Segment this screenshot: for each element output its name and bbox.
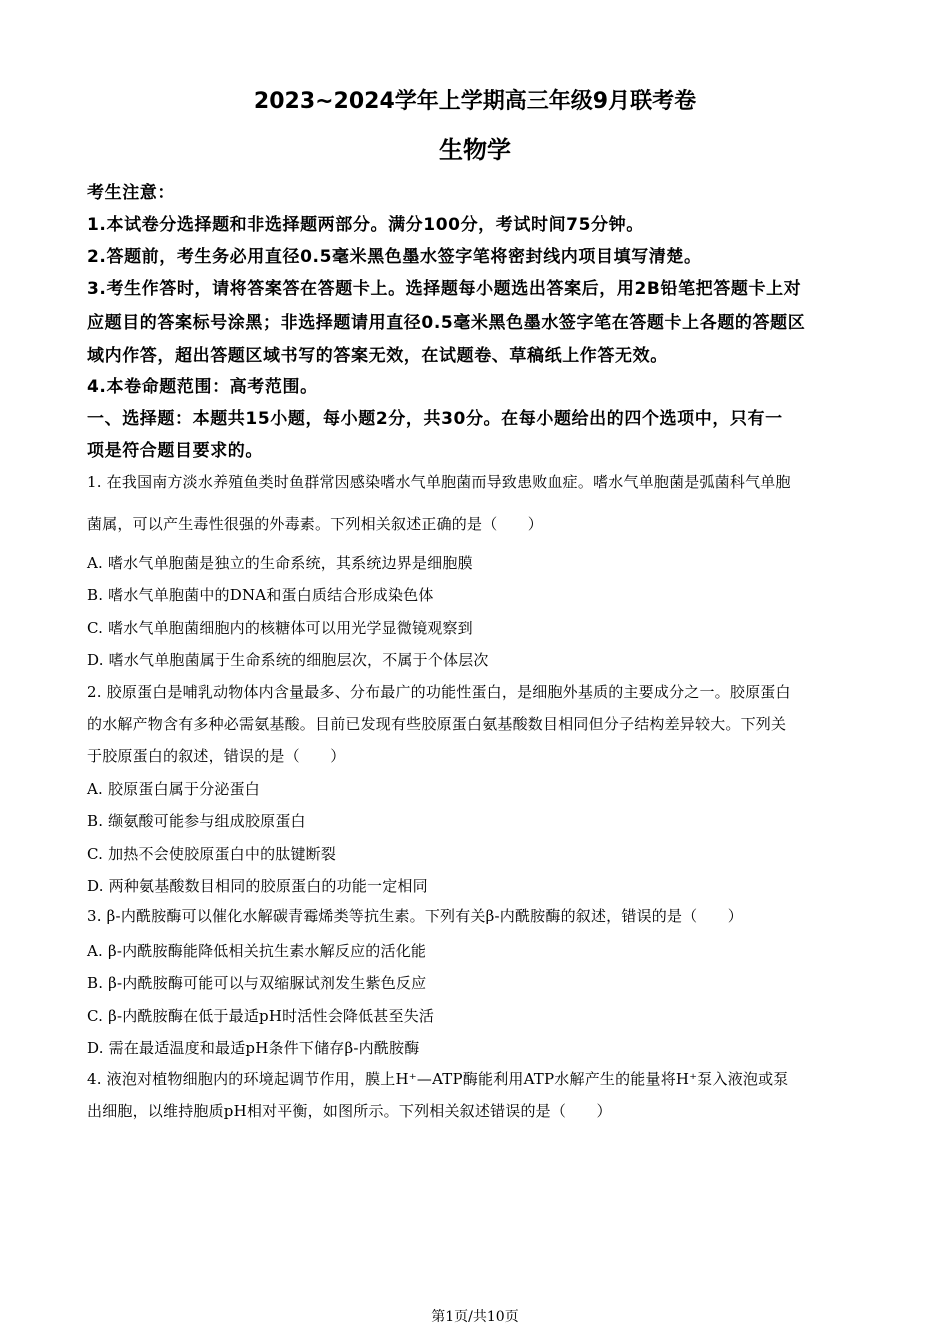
question-4-stem: 4. 液泡对植物细胞内的环境起调节作用，膜上H⁺—ATP酶能利用ATP水解产生的能量将H⁺泵入液泡或泵 (87, 1070, 789, 1088)
notice-item: 3.考生作答时，请将答案答在答题卡上。选择题每小题选出答案后，用2B铅笔把答题卡上对 (87, 279, 802, 299)
notice-heading: 考生注意： (87, 183, 175, 203)
section-heading: 项是符合题目要求的。 (87, 441, 263, 461)
question-2-stem: 于胶原蛋白的叙述，错误的是（ ） (87, 747, 346, 765)
exam-title: 2023~2024学年上学期高三年级9月联考卷 (253, 89, 697, 114)
subject-title: 生物学 (439, 136, 511, 164)
question-1-option-b: B. 嗜水气单胞菌中的DNA和蛋白质结合形成染色体 (87, 586, 434, 604)
notice-item: 2.答题前，考生务必用直径0.5毫米黑色墨水签字笔将密封线内项目填写清楚。 (87, 247, 702, 267)
question-2-stem: 的水解产物含有多种必需氨基酸。目前已发现有些胶原蛋白氨基酸数目相同但分子结构差异较大。下列关 (87, 715, 787, 733)
notice-item: 1.本试卷分选择题和非选择题两部分。满分100分，考试时间75分钟。 (87, 215, 644, 235)
notice-item: 应题目的答案标号涂黑；非选择题请用直径0.5毫米黑色墨水签字笔在答题卡上各题的答题区 (87, 313, 806, 333)
question-2-option-b: B. 缬氨酸可能参与组成胶原蛋白 (87, 812, 306, 830)
question-1-stem: 1. 在我国南方淡水养殖鱼类时鱼群常因感染嗜水气单胞菌而导致患败血症。嗜水气单胞菌是弧菌科气单胞 (87, 473, 791, 491)
section-heading: 一、选择题：本题共15小题，每小题2分，共30分。在每小题给出的四个选项中，只有一 (87, 409, 783, 429)
question-3-option-a: A. β-内酰胺酶能降低相关抗生素水解反应的活化能 (87, 942, 427, 960)
question-4-stem: 出细胞，以维持胞质pH相对平衡，如图所示。下列相关叙述错误的是（ ） (87, 1102, 612, 1120)
question-2-option-a: A. 胶原蛋白属于分泌蛋白 (87, 780, 260, 798)
notice-item: 域内作答，超出答题区域书写的答案无效，在试题卷、草稿纸上作答无效。 (87, 346, 668, 366)
question-1-option-c: C. 嗜水气单胞菌细胞内的核糖体可以用光学显微镜观察到 (87, 619, 473, 637)
page-number: 第1页/共10页 (431, 1309, 519, 1325)
question-1-option-a: A. 嗜水气单胞菌是独立的生命系统，其系统边界是细胞膜 (87, 554, 473, 572)
question-3-option-c: C. β-内酰胺酶在低于最适pH时活性会降低甚至失活 (87, 1007, 435, 1025)
question-1-option-d: D. 嗜水气单胞菌属于生命系统的细胞层次，不属于个体层次 (87, 651, 489, 669)
question-2-option-d: D. 两种氨基酸数目相同的胶原蛋白的功能一定相同 (87, 877, 428, 895)
question-1-stem: 菌属，可以产生毒性很强的外毒素。下列相关叙述正确的是（ ） (87, 515, 544, 533)
notice-item: 4.本卷命题范围：高考范围。 (87, 377, 318, 397)
question-3-stem: 3. β-内酰胺酶可以催化水解碳青霉烯类等抗生素。下列有关β-内酰胺酶的叙述，错误的是（ ） (87, 907, 743, 925)
question-2-option-c: C. 加热不会使胶原蛋白中的肽键断裂 (87, 845, 337, 863)
question-3-option-d: D. 需在最适温度和最适pH条件下储存β-内酰胺酶 (87, 1039, 420, 1057)
question-3-option-b: B. β-内酰胺酶可能可以与双缩脲试剂发生紫色反应 (87, 974, 427, 992)
question-2-stem: 2. 胶原蛋白是哺乳动物体内含量最多、分布最广的功能性蛋白，是细胞外基质的主要成分之一。胶原蛋白 (87, 683, 791, 701)
